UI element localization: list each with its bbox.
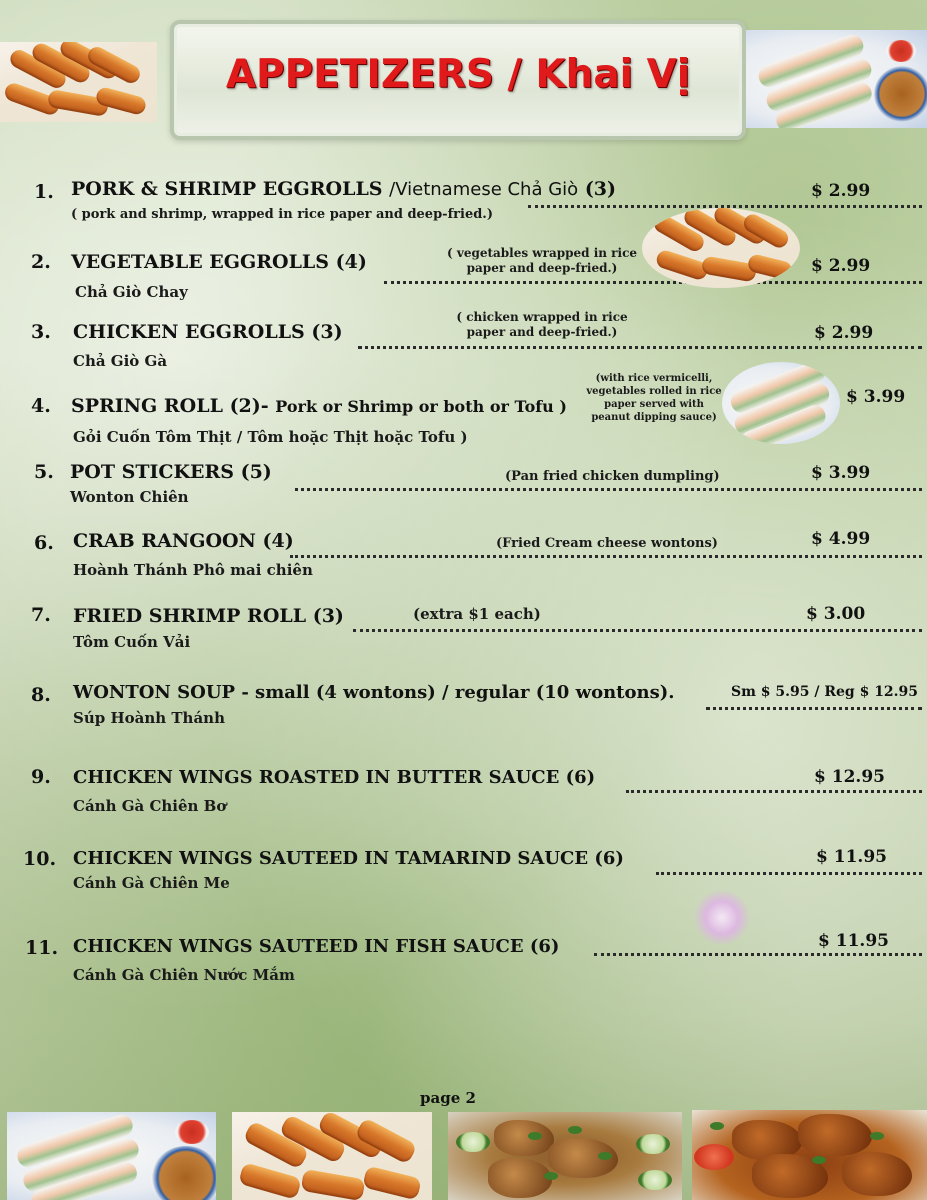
- item-number: 6.: [34, 532, 54, 554]
- leader-dots: [384, 281, 922, 284]
- item-subtitle: Cánh Gà Chiên Bơ: [73, 797, 227, 815]
- leader-dots: [656, 872, 922, 875]
- leader-dots: [290, 555, 922, 558]
- item-number: 5.: [34, 461, 54, 483]
- item-subtitle: Hoành Thánh Phô mai chiên: [73, 561, 313, 579]
- wings-photo-footer-2: [692, 1110, 927, 1200]
- item-name: CHICKEN WINGS SAUTEED IN TAMARIND SAUCE (6): [73, 848, 624, 869]
- item-price: $ 4.99: [811, 529, 871, 549]
- item-subtitle: Cánh Gà Chiên Me: [73, 874, 230, 892]
- item-name-main: PORK & SHRIMP EGGROLLS: [71, 178, 383, 200]
- item-name: [71, 395, 567, 417]
- page-number: page 2: [420, 1089, 476, 1107]
- item-price: $ 3.99: [846, 387, 906, 407]
- item-name: CHICKEN WINGS ROASTED IN BUTTER SAUCE (6): [73, 767, 596, 788]
- item-price: $ 11.95: [816, 847, 887, 867]
- item-number: 2.: [31, 251, 51, 273]
- item-name: [71, 178, 616, 200]
- item-name: POT STICKERS (5): [70, 461, 272, 483]
- item-subtitle: Chả Giò Chay: [75, 283, 188, 301]
- item-price: $ 2.99: [811, 256, 871, 276]
- item-subtitle: Súp Hoành Thánh: [73, 709, 225, 727]
- leader-dots: [626, 790, 922, 793]
- title-banner: [170, 20, 746, 140]
- item-subtitle: Chả Giò Gà: [73, 352, 168, 370]
- item-price: $ 11.95: [818, 931, 889, 951]
- item-subtitle: Tôm Cuốn Vải: [73, 633, 191, 651]
- item-name: CHICKEN WINGS SAUTEED IN FISH SAUCE (6): [73, 936, 560, 957]
- item-description: (extra $1 each): [413, 605, 541, 623]
- item-description: (Fried Cream cheese wontons): [496, 536, 718, 551]
- background-flower: [692, 890, 752, 945]
- item-subtitle: ( pork and shrimp, wrapped in rice paper and deep-fried.): [71, 207, 493, 222]
- item-price: $ 3.99: [811, 463, 871, 483]
- item-price: Sm $ 5.95 / Reg $ 12.95: [731, 684, 919, 700]
- item-name-main: SPRING ROLL (2)-: [71, 395, 269, 417]
- item-price: $ 2.99: [811, 181, 871, 201]
- item-number: 7.: [31, 604, 51, 626]
- item-subtitle: Wonton Chiên: [70, 488, 189, 506]
- item-name: WONTON SOUP - small (4 wontons) / regular (10 wontons).: [73, 682, 675, 703]
- leader-dots: [295, 488, 922, 491]
- item-price: $ 2.99: [814, 323, 874, 343]
- item-number: 10.: [23, 848, 57, 870]
- item-name: FRIED SHRIMP ROLL (3): [73, 605, 344, 627]
- springroll-photo-header-right: [746, 30, 927, 128]
- item-name: CRAB RANGOON (4): [73, 530, 294, 552]
- item-number: 9.: [31, 766, 51, 788]
- item-number: 11.: [25, 937, 59, 959]
- item-name-count: (3): [584, 178, 617, 200]
- item-description: ( vegetables wrapped in rice paper and deep-fried.): [446, 246, 638, 275]
- item-description: (Pan fried chicken dumpling): [505, 469, 720, 484]
- eggroll-photo-item-2: [642, 208, 800, 288]
- springroll-photo-footer: [7, 1112, 216, 1200]
- item-description: (with rice vermicelli, vegetables rolled in rice paper served with peanut dipping sauce): [586, 373, 722, 423]
- springroll-photo-item-4: [722, 362, 840, 444]
- leader-dots: [594, 953, 922, 956]
- eggroll-photo-footer: [232, 1112, 432, 1200]
- item-subtitle: Gỏi Cuốn Tôm Thịt / Tôm hoặc Thịt hoặc Tofu ): [73, 428, 468, 446]
- item-name: VEGETABLE EGGROLLS (4): [71, 251, 367, 273]
- item-price: $ 3.00: [806, 604, 866, 624]
- item-price: $ 12.95: [814, 767, 885, 787]
- item-name: CHICKEN EGGROLLS (3): [73, 321, 343, 343]
- item-name-extra: /Vietnamese Chả Giò: [389, 179, 579, 200]
- item-number: 4.: [31, 395, 51, 417]
- leader-dots: [706, 707, 922, 710]
- item-subtitle: Cánh Gà Chiên Nước Mắm: [73, 966, 295, 984]
- leader-dots: [353, 629, 922, 632]
- wings-photo-footer-1: [448, 1112, 682, 1200]
- page-title: APPETIZERS / Khai Vị: [225, 52, 691, 97]
- item-number: 1.: [34, 181, 54, 203]
- eggroll-photo-header-left: [0, 42, 157, 122]
- item-name-extra: Pork or Shrimp or both or Tofu ): [275, 397, 567, 416]
- item-number: 8.: [31, 684, 51, 706]
- leader-dots: [358, 346, 922, 349]
- item-number: 3.: [31, 321, 51, 343]
- item-description: ( chicken wrapped in rice paper and deep-fried.): [456, 310, 628, 339]
